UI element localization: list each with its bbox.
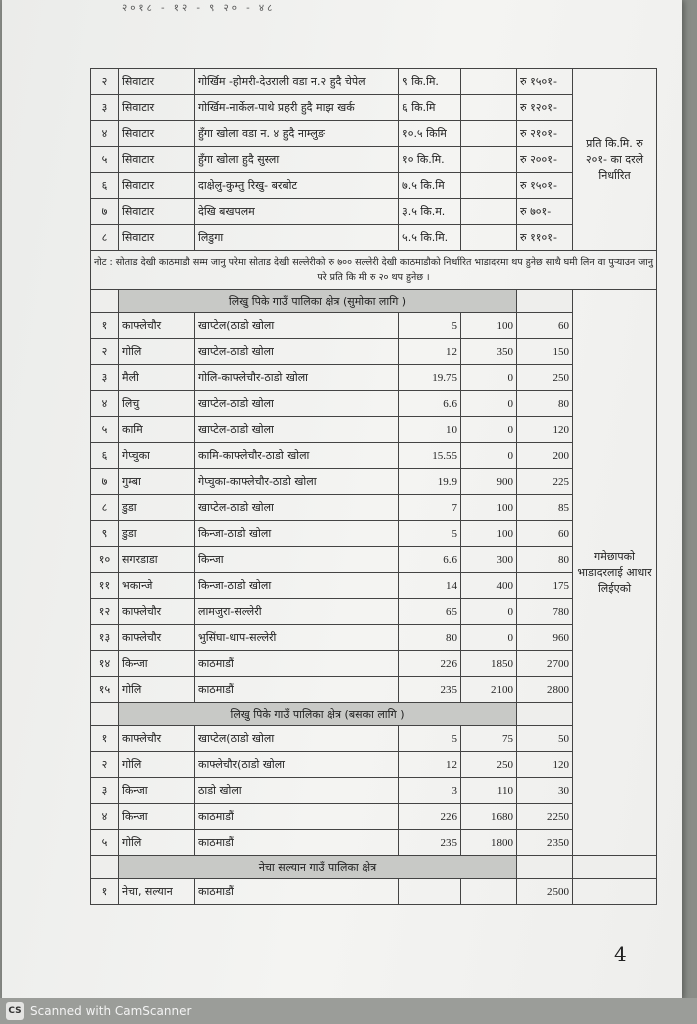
route-cell: काठमाडौं	[195, 879, 399, 905]
table-row	[91, 495, 657, 521]
table-row	[91, 651, 657, 677]
serial-cell: १	[91, 879, 119, 905]
fare-cell: 150	[517, 339, 573, 365]
route-cell: काठमाडौं	[195, 804, 399, 830]
charge-cell: 300	[461, 547, 517, 573]
section-title-bus: लिखु पिके गाउँ पालिका क्षेत्र (बसका लागि )	[119, 703, 517, 726]
empty-cell	[573, 879, 657, 905]
empty-cell	[461, 225, 517, 251]
camscanner-logo-icon: CS	[6, 1002, 24, 1020]
place-cell: सिवाटार	[119, 147, 195, 173]
place-cell: काफ्लेचौर	[119, 625, 195, 651]
table-row	[91, 199, 657, 225]
route-cell: गेप्चुका-काफ्लेचौर-ठाडो खोला	[195, 469, 399, 495]
table-row	[91, 726, 657, 752]
fare-table-body	[91, 69, 657, 905]
serial-cell: ६	[91, 443, 119, 469]
place-cell: सिवाटार	[119, 95, 195, 121]
section-title-necha-salyan: नेचा सल्यान गाउँ पालिका क्षेत्र	[119, 856, 517, 879]
place-cell: काफ्लेचौर	[119, 726, 195, 752]
route-cell: काठमाडौं	[195, 651, 399, 677]
km-cell: 12	[399, 752, 461, 778]
table-row	[91, 173, 657, 199]
km-cell: 235	[399, 830, 461, 856]
km-cell: 6.6	[399, 391, 461, 417]
route-cell: लामजुरा-सल्लेरी	[195, 599, 399, 625]
section-title-sumo: लिखु पिके गाउँ पालिका क्षेत्र (सुमोका लागि )	[119, 290, 517, 313]
table-row	[91, 677, 657, 703]
route-cell: ठाडो खोला	[195, 778, 399, 804]
scanner-watermark-bar	[0, 998, 697, 1024]
scanner-watermark-text: Scanned with CamScanner	[30, 1004, 192, 1018]
route-cell: किन्जा-ठाडो खोला	[195, 521, 399, 547]
table-row	[91, 521, 657, 547]
place-cell: गेप्चुका	[119, 443, 195, 469]
place-cell: सिवाटार	[119, 69, 195, 95]
serial-cell: १	[91, 313, 119, 339]
serial-cell: ५	[91, 417, 119, 443]
serial-cell: १४	[91, 651, 119, 677]
fare-cell: 30	[517, 778, 573, 804]
fare-cell: 2350	[517, 830, 573, 856]
place-cell: लिचु	[119, 391, 195, 417]
empty-cell	[91, 703, 119, 726]
charge-cell: 1680	[461, 804, 517, 830]
serial-cell: ५	[91, 147, 119, 173]
km-cell: 15.55	[399, 443, 461, 469]
route-cell: काठमाडौं	[195, 830, 399, 856]
empty-cell	[517, 703, 573, 726]
charge-cell: 75	[461, 726, 517, 752]
place-cell: काफ्लेचौर	[119, 313, 195, 339]
serial-cell: १०	[91, 547, 119, 573]
route-cell: हुँगा खोला हुदै सुस्ला	[195, 147, 399, 173]
route-cell: काठमाडौं	[195, 677, 399, 703]
table-row	[91, 599, 657, 625]
place-cell: किन्जा	[119, 651, 195, 677]
place-cell: सिवाटार	[119, 173, 195, 199]
serial-cell: ३	[91, 778, 119, 804]
empty-cell	[461, 69, 517, 95]
fare-cell: 2800	[517, 677, 573, 703]
empty-cell	[461, 173, 517, 199]
table-row	[91, 469, 657, 495]
serial-cell: ८	[91, 495, 119, 521]
charge-cell: 400	[461, 573, 517, 599]
place-cell: गोलि	[119, 752, 195, 778]
fare-cell: 120	[517, 417, 573, 443]
charge-cell: 0	[461, 625, 517, 651]
fare-cell: 2700	[517, 651, 573, 677]
km-cell: 5	[399, 313, 461, 339]
empty-cell	[573, 856, 657, 879]
fare-cell: 85	[517, 495, 573, 521]
place-cell: डुडा	[119, 495, 195, 521]
serial-cell: ७	[91, 469, 119, 495]
serial-cell: ५	[91, 830, 119, 856]
km-cell: 5	[399, 521, 461, 547]
route-cell: लिडुगा	[195, 225, 399, 251]
fare-cell: 200	[517, 443, 573, 469]
serial-cell: ३	[91, 365, 119, 391]
charge-cell: 900	[461, 469, 517, 495]
km-cell: 7	[399, 495, 461, 521]
fare-cell: 80	[517, 547, 573, 573]
serial-cell: २	[91, 339, 119, 365]
route-cell: गोर्खिम-नार्केल-पाथे प्रहरी हुदै माझ खर्क	[195, 95, 399, 121]
place-cell: गोलि	[119, 830, 195, 856]
km-cell	[399, 879, 461, 905]
section-header-row	[91, 703, 657, 726]
km-cell: 6.6	[399, 547, 461, 573]
place-cell: गोलि	[119, 677, 195, 703]
charge-cell: 0	[461, 417, 517, 443]
table-row	[91, 752, 657, 778]
distance-cell: ५.५ कि.मि.	[399, 225, 461, 251]
place-cell: सिवाटार	[119, 121, 195, 147]
fare-cell: 60	[517, 521, 573, 547]
fare-cell: 80	[517, 391, 573, 417]
serial-cell: ४	[91, 391, 119, 417]
table-row	[91, 95, 657, 121]
place-cell: मैली	[119, 365, 195, 391]
charge-cell: 250	[461, 752, 517, 778]
rate-cell: रु १५०१-	[517, 173, 573, 199]
empty-cell	[461, 95, 517, 121]
fare-cell: 175	[517, 573, 573, 599]
serial-cell: ९	[91, 521, 119, 547]
serial-cell: ७	[91, 199, 119, 225]
serial-cell: १२	[91, 599, 119, 625]
charge-cell: 110	[461, 778, 517, 804]
rate-cell: रु २००१-	[517, 147, 573, 173]
place-cell: किन्जा	[119, 778, 195, 804]
place-cell: किन्जा	[119, 804, 195, 830]
route-cell: काफ्लेचौर(ठाडो खोला	[195, 752, 399, 778]
route-cell: भुसिंघा-धाप-सल्लेरी	[195, 625, 399, 651]
place-cell: कामि	[119, 417, 195, 443]
serial-cell: २	[91, 752, 119, 778]
km-cell: 14	[399, 573, 461, 599]
fare-cell: 120	[517, 752, 573, 778]
route-cell: दाक्षेलु-कुम्तु रिखु- बरबोट	[195, 173, 399, 199]
fare-cell: 60	[517, 313, 573, 339]
fare-cell: 2500	[517, 879, 573, 905]
route-cell: खाप्टेल-ठाडो खोला	[195, 339, 399, 365]
route-cell: खाप्टेल-ठाडो खोला	[195, 417, 399, 443]
serial-cell: १३	[91, 625, 119, 651]
table-row	[91, 804, 657, 830]
table-row	[91, 69, 657, 95]
table-row	[91, 443, 657, 469]
section-header-row	[91, 290, 657, 313]
route-cell: खाप्टेल(ठाडो खोला	[195, 313, 399, 339]
place-cell: गुम्बा	[119, 469, 195, 495]
route-cell: गोलि-काफ्लेचौर-ठाडो खोला	[195, 365, 399, 391]
route-cell: खाप्टेल(ठाडो खोला	[195, 726, 399, 752]
top-scribble: २०१८ - १२ - ९ २० - ४८	[122, 3, 276, 12]
empty-cell	[517, 856, 573, 879]
distance-cell: १०.५ किमि	[399, 121, 461, 147]
km-cell: 80	[399, 625, 461, 651]
table-row	[91, 573, 657, 599]
serial-cell: ४	[91, 804, 119, 830]
charge-cell: 0	[461, 365, 517, 391]
route-cell: देखि बखपलम	[195, 199, 399, 225]
route-cell: गोर्खिम -होमरी-देउराली वडा न.२ हुदै चेपेल	[195, 69, 399, 95]
table-row	[91, 121, 657, 147]
table-row	[91, 417, 657, 443]
charge-cell: 100	[461, 495, 517, 521]
route-cell: कामि-काफ्लेचौर-ठाडो खोला	[195, 443, 399, 469]
fare-cell: 780	[517, 599, 573, 625]
fare-cell: 250	[517, 365, 573, 391]
document-page	[2, 0, 682, 1000]
fare-table	[90, 68, 657, 905]
distance-cell: ९ कि.मि.	[399, 69, 461, 95]
table-row	[91, 365, 657, 391]
place-cell: नेचा, सल्यान	[119, 879, 195, 905]
rate-cell: रु १२०१-	[517, 95, 573, 121]
remark-cell: गमेछापको भाडादरलाई आधार लिईएको	[573, 290, 657, 856]
charge-cell: 0	[461, 443, 517, 469]
table-row	[91, 625, 657, 651]
charge-cell: 1800	[461, 830, 517, 856]
rate-cell: रु ११०१-	[517, 225, 573, 251]
empty-cell	[517, 290, 573, 313]
km-cell: 19.9	[399, 469, 461, 495]
route-cell: खाप्टेल-ठाडो खोला	[195, 495, 399, 521]
rate-cell: रु ७०१-	[517, 199, 573, 225]
km-cell: 65	[399, 599, 461, 625]
distance-cell: १० कि.मि.	[399, 147, 461, 173]
serial-cell: १५	[91, 677, 119, 703]
serial-cell: २	[91, 69, 119, 95]
empty-cell	[91, 290, 119, 313]
km-cell: 226	[399, 804, 461, 830]
table-row	[91, 339, 657, 365]
distance-cell: ६ कि.मि	[399, 95, 461, 121]
distance-cell: ३.५ कि.म.	[399, 199, 461, 225]
charge-cell: 350	[461, 339, 517, 365]
charge-cell: 100	[461, 313, 517, 339]
serial-cell: ६	[91, 173, 119, 199]
empty-cell	[461, 199, 517, 225]
fare-cell: 50	[517, 726, 573, 752]
charge-cell: 1850	[461, 651, 517, 677]
route-cell: किन्जा-ठाडो खोला	[195, 573, 399, 599]
km-cell: 235	[399, 677, 461, 703]
charge-cell: 2100	[461, 677, 517, 703]
charge-cell: 0	[461, 599, 517, 625]
place-cell: सिवाटार	[119, 199, 195, 225]
distance-cell: ७.५ कि.मि	[399, 173, 461, 199]
km-cell: 12	[399, 339, 461, 365]
section-header-row	[91, 856, 657, 879]
km-cell: 3	[399, 778, 461, 804]
km-cell: 10	[399, 417, 461, 443]
charge-cell: 100	[461, 521, 517, 547]
fare-cell: 960	[517, 625, 573, 651]
route-cell: हुँगा खोला वडा न. ४ हुदै नाम्लुङ	[195, 121, 399, 147]
place-cell: सगरडाडा	[119, 547, 195, 573]
table-row	[91, 547, 657, 573]
km-cell: 5	[399, 726, 461, 752]
page-number: 4	[614, 942, 627, 966]
fare-cell: 225	[517, 469, 573, 495]
note-row	[91, 251, 657, 290]
place-cell: गोलि	[119, 339, 195, 365]
table-row	[91, 225, 657, 251]
serial-cell: ८	[91, 225, 119, 251]
place-cell: भकान्जे	[119, 573, 195, 599]
remark-cell: प्रति कि.मि. रु २०१- का दरले निर्धारित	[573, 69, 657, 251]
place-cell: काफ्लेचौर	[119, 599, 195, 625]
route-cell: किन्जा	[195, 547, 399, 573]
serial-cell: ३	[91, 95, 119, 121]
serial-cell: ४	[91, 121, 119, 147]
place-cell: डुडा	[119, 521, 195, 547]
table-row	[91, 313, 657, 339]
note-text: नोट : सोताड देखी काठमाडौ सम्म जानु परेमा सोताड देखी सल्लेरीको रु ७०० सल्लेरी देखी काठमाडौको निर्धारित भाडादरमा थप हुनेछ साथै घमी लिन वा पुऱ्याउन जानु परे प्रति कि मी रु २० थप हुनेछ ।	[91, 251, 657, 290]
table-row	[91, 879, 657, 905]
empty-cell	[461, 147, 517, 173]
rate-cell: रु २१०१-	[517, 121, 573, 147]
place-cell: सिवाटार	[119, 225, 195, 251]
table-row	[91, 147, 657, 173]
charge-cell	[461, 879, 517, 905]
route-cell: खाप्टेल-ठाडो खोला	[195, 391, 399, 417]
serial-cell: ११	[91, 573, 119, 599]
empty-cell	[461, 121, 517, 147]
rate-cell: रु १५०१-	[517, 69, 573, 95]
km-cell: 226	[399, 651, 461, 677]
table-row	[91, 830, 657, 856]
fare-cell: 2250	[517, 804, 573, 830]
serial-cell: १	[91, 726, 119, 752]
km-cell: 19.75	[399, 365, 461, 391]
table-row	[91, 778, 657, 804]
table-row	[91, 391, 657, 417]
charge-cell: 0	[461, 391, 517, 417]
empty-cell	[91, 856, 119, 879]
